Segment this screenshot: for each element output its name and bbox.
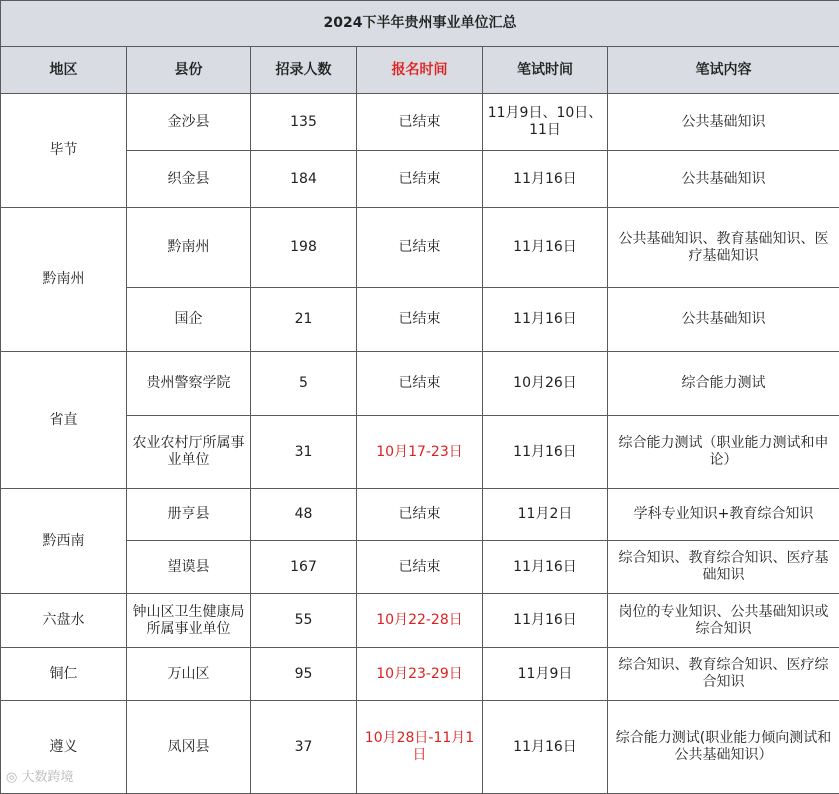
table-row [1,208,839,288]
table-row [1,541,839,594]
exam-content-cell: 岗位的专业知识、公共基础知识或综合知识 [608,594,839,648]
region-cell: 遵义 [1,701,127,794]
exam-date-cell: 10月26日 [483,352,608,416]
region-cell: 黔西南 [1,489,127,594]
watermark [6,766,74,785]
region-cell: 毕节 [1,94,127,208]
header-exam-content: 笔试内容 [608,47,839,94]
exam-date-cell: 11月2日 [483,489,608,541]
count-cell: 55 [251,594,357,648]
exam-content-cell: 综合知识、教育综合知识、医疗综合知识 [608,648,839,701]
table-row [1,648,839,701]
count-cell: 5 [251,352,357,416]
county-cell: 农业农村厅所属事业单位 [127,416,251,489]
watermark-logo-icon: ◎ [6,770,17,785]
signup-cell: 已结束 [357,94,483,151]
exam-content-cell: 综合能力测试（职业能力测试和申论） [608,416,839,489]
signup-cell: 已结束 [357,151,483,208]
table-row [1,151,839,208]
county-cell: 钟山区卫生健康局所属事业单位 [127,594,251,648]
table-row [1,701,839,794]
count-cell: 95 [251,648,357,701]
count-cell: 135 [251,94,357,151]
county-cell: 金沙县 [127,94,251,151]
exam-date-cell: 11月16日 [483,541,608,594]
exam-content-cell: 学科专业知识+教育综合知识 [608,489,839,541]
table-row [1,94,839,151]
county-cell: 黔南州 [127,208,251,288]
header-region: 地区 [1,47,127,94]
exam-content-cell: 综合知识、教育综合知识、医疗基础知识 [608,541,839,594]
exam-content-cell: 公共基础知识、教育基础知识、医疗基础知识 [608,208,839,288]
header-count: 招录人数 [251,47,357,94]
table-row [1,489,839,541]
count-cell: 21 [251,288,357,352]
table-row [1,594,839,648]
county-cell: 万山区 [127,648,251,701]
signup-cell: 已结束 [357,352,483,416]
table-row [1,288,839,352]
watermark-text: 大数跨境 [21,770,73,785]
exam-content-cell: 公共基础知识 [608,151,839,208]
county-cell: 册亨县 [127,489,251,541]
county-cell: 凤冈县 [127,701,251,794]
count-cell: 31 [251,416,357,489]
exam-date-cell: 11月16日 [483,208,608,288]
header-exam-time: 笔试时间 [483,47,608,94]
header-signup-time: 报名时间 [357,47,483,94]
signup-cell: 已结束 [357,541,483,594]
county-cell: 织金县 [127,151,251,208]
county-cell: 贵州警察学院 [127,352,251,416]
signup-cell: 10月17-23日 [357,416,483,489]
count-cell: 48 [251,489,357,541]
region-cell: 六盘水 [1,594,127,648]
table-title: 2024下半年贵州事业单位汇总 [1,1,839,47]
county-cell: 望谟县 [127,541,251,594]
county-cell: 国企 [127,288,251,352]
table-row [1,352,839,416]
exam-date-cell: 11月9日 [483,648,608,701]
signup-cell: 10月22-28日 [357,594,483,648]
region-cell: 黔南州 [1,208,127,352]
exam-content-cell: 综合能力测试(职业能力倾向测试和公共基础知识） [608,701,839,794]
exam-content-cell: 综合能力测试 [608,352,839,416]
exam-date-cell: 11月16日 [483,416,608,489]
exam-date-cell: 11月16日 [483,594,608,648]
exam-date-cell: 11月16日 [483,288,608,352]
signup-cell: 10月23-29日 [357,648,483,701]
exam-content-cell: 公共基础知识 [608,94,839,151]
exam-content-cell: 公共基础知识 [608,288,839,352]
region-cell: 铜仁 [1,648,127,701]
signup-cell: 已结束 [357,208,483,288]
exam-date-cell: 11月16日 [483,151,608,208]
count-cell: 167 [251,541,357,594]
signup-cell: 已结束 [357,489,483,541]
region-cell: 省直 [1,352,127,489]
count-cell: 198 [251,208,357,288]
count-cell: 37 [251,701,357,794]
exam-date-cell: 11月9日、10日、11日 [483,94,608,151]
exam-date-cell: 11月16日 [483,701,608,794]
signup-cell: 已结束 [357,288,483,352]
table-row [1,416,839,489]
header-county: 县份 [127,47,251,94]
count-cell: 184 [251,151,357,208]
signup-cell: 10月28日-11月1日 [357,701,483,794]
